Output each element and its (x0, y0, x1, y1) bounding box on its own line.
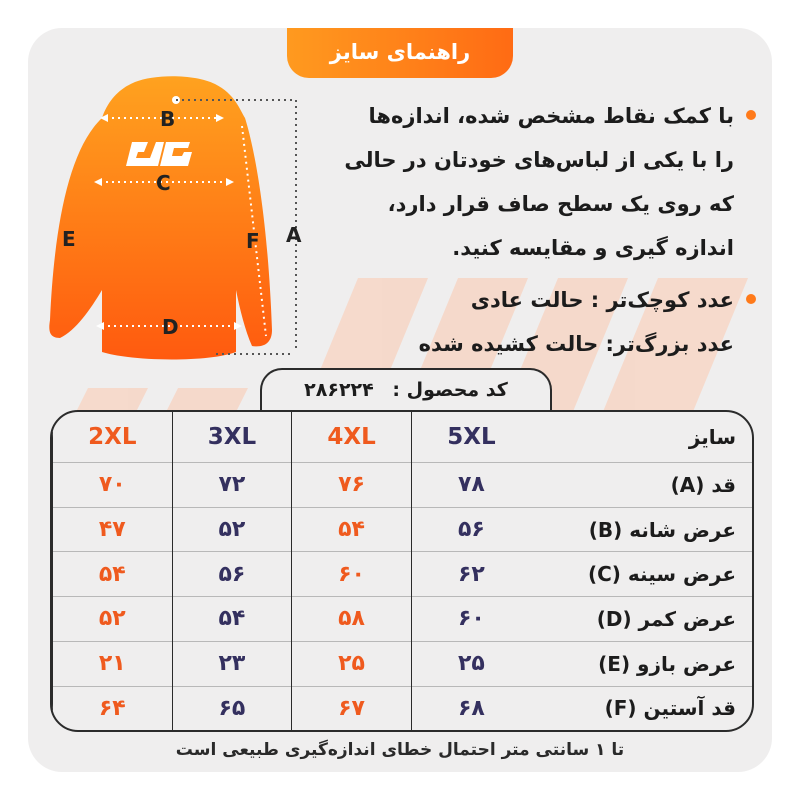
table-cell: ۶۰ (292, 552, 412, 597)
row-label: قد آستین (F) (531, 686, 752, 730)
row-label: قد (A) (531, 463, 752, 508)
table-cell: ۶۰ (411, 597, 531, 642)
table-cell: ۷۶ (292, 463, 412, 508)
row-label: عرض سینه (C) (531, 552, 752, 597)
size-table (50, 410, 754, 732)
size-header: 4XL (292, 412, 412, 463)
table-cell: ۶۵ (172, 686, 292, 730)
product-code-label: کد محصول : (392, 379, 508, 401)
table-cell: ۷۰ (53, 463, 173, 508)
table-header-row (53, 412, 753, 463)
instructions (316, 94, 756, 366)
label-f: F (246, 229, 260, 253)
instruction-line: که روی یک سطح صاف قرار دارد، (387, 192, 734, 216)
table-cell: ۵۸ (292, 597, 412, 642)
instruction-bullet-2 (316, 278, 756, 322)
row-label: عرض شانه (B) (531, 507, 752, 552)
table-row (53, 686, 753, 730)
table-cell: ۴۷ (53, 507, 173, 552)
table-cell: ۷۲ (172, 463, 292, 508)
table-cell: ۲۵ (292, 641, 412, 686)
table-cell: ۲۱ (53, 641, 173, 686)
row-label: عرض بازو (E) (531, 641, 752, 686)
table-cell: ۵۲ (172, 507, 292, 552)
table-cell: ۶۷ (292, 686, 412, 730)
table-cell: ۵۶ (411, 507, 531, 552)
table-cell: ۶۴ (53, 686, 173, 730)
table-cell: ۲۳ (172, 641, 292, 686)
table-row (53, 507, 753, 552)
table-cell: ۶۲ (411, 552, 531, 597)
label-c: C (156, 171, 171, 195)
instruction-line: عدد بزرگ‌تر: حالت کشیده شده (418, 332, 734, 356)
table-row (53, 641, 753, 686)
product-code-value: ۲۸۶۲۲۴ (304, 379, 374, 401)
bullet-dot-icon (746, 294, 756, 304)
table-cell: ۵۲ (53, 597, 173, 642)
table-row (53, 552, 753, 597)
label-a: A (286, 223, 302, 247)
page-title: راهنمای سایز (287, 28, 513, 78)
instruction-line: اندازه گیری و مقایسه کنید. (452, 236, 734, 260)
table-cell: ۲۵ (411, 641, 531, 686)
hoodie-illustration (40, 70, 310, 370)
footer-note: تا ۱ سانتی متر احتمال خطای اندازه‌گیری طبیعی است (175, 740, 625, 760)
table-cell: ۵۴ (53, 552, 173, 597)
table-cell: ۷۸ (411, 463, 531, 508)
size-header: 5XL (411, 412, 531, 463)
row-label: عرض کمر (D) (531, 597, 752, 642)
table-cell: ۵۶ (172, 552, 292, 597)
instruction-line: را با یکی از لباس‌های خودتان در حالی (344, 148, 734, 172)
instruction-bullet-1 (316, 94, 756, 138)
label-e: E (62, 227, 76, 251)
size-header-label: سایز (688, 425, 736, 449)
bullet-dot-icon (746, 110, 756, 120)
size-header: 3XL (172, 412, 292, 463)
instruction-line: با کمک نقاط مشخص شده، اندازه‌ها (368, 104, 734, 128)
label-d: D (162, 315, 179, 339)
table-row (53, 597, 753, 642)
table-cell: ۶۸ (411, 686, 531, 730)
table-row (53, 463, 753, 508)
table-cell: ۵۴ (172, 597, 292, 642)
size-header: 2XL (53, 412, 173, 463)
table-cell: ۵۴ (292, 507, 412, 552)
instruction-line: عدد کوچک‌تر : حالت عادی (470, 288, 734, 312)
label-b: B (160, 107, 176, 131)
